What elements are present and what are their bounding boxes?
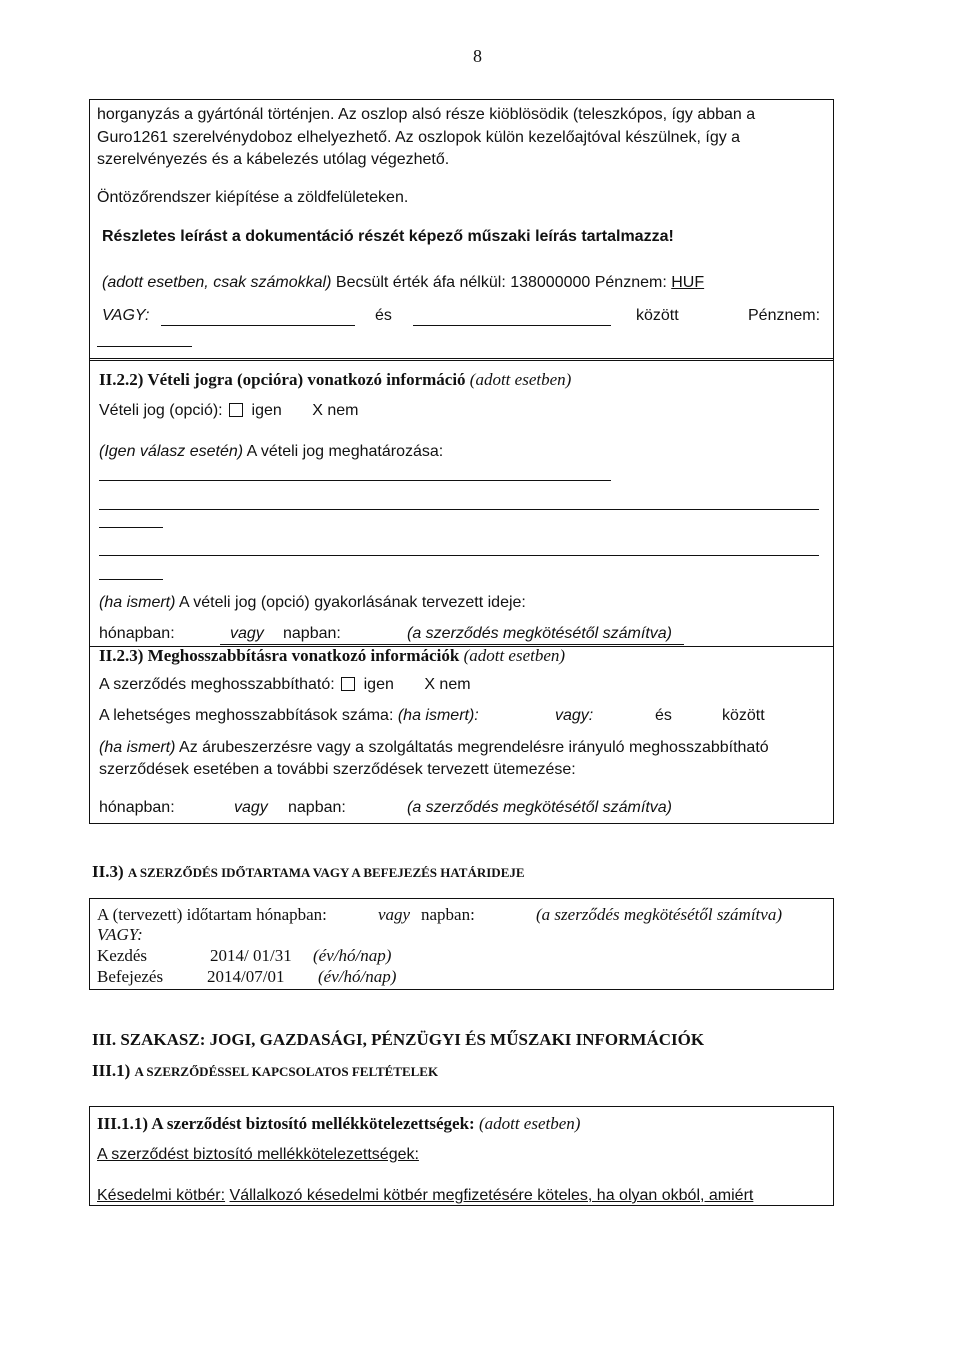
planned-duration-label: A (tervezett) időtartam hónapban: [97, 905, 327, 924]
end-date: 2014/07/01 [207, 967, 285, 986]
extension-known-row [99, 738, 769, 758]
extension-heading [99, 646, 565, 666]
start-label: Kezdés [97, 946, 148, 965]
extension-yes-checkbox[interactable] [341, 677, 355, 691]
section-3-1-text: A SZERZŐDÉSSEL KAPCSOLATOS FELTÉTELEK [134, 1064, 439, 1079]
definition-blank-1 [99, 480, 611, 481]
vagy-label: VAGY: [102, 307, 150, 324]
option-vagy: vagy [230, 625, 264, 642]
currency-label: Pénznem: [748, 307, 821, 324]
extension-known-text-1: Az árubeszerzésre vagy a szolgáltatás megrendelésre irányuló meghosszabbítható [179, 739, 769, 756]
extension-no-label: X nem [424, 676, 471, 693]
kozott-label: között [636, 307, 679, 324]
obligations-label: A szerződést biztosító mellékkötelezettségek: [97, 1146, 419, 1163]
option-yes-label: igen [251, 402, 282, 419]
option-definition-row [99, 442, 443, 462]
value-text: Becsült érték áfa nélkül: 138000000 Pénznem: [335, 274, 667, 291]
option-definition-label: A vételi jog meghatározása: [246, 443, 444, 460]
extension-months-label: hónapban: [99, 799, 175, 816]
desc-line-4: Öntözőrendszer kiépítése a zöldfelületeken. [97, 189, 409, 206]
option-days-label: napban: [283, 625, 341, 642]
duration-heading-text: A SZERZŐDÉS IDŐTARTAMA VAGY A BEFEJEZÉS HATÁRIDEJE [127, 865, 525, 880]
option-time-row [99, 593, 526, 613]
option-from-signing: (a szerződés megkötésétől számítva) [407, 625, 672, 642]
option-question-row [99, 401, 358, 421]
extension-count-label: A lehetséges meghosszabbítások száma: [99, 707, 394, 724]
definition-blank-3 [99, 527, 163, 528]
option-time-underline [220, 644, 684, 645]
option-heading-qualifier: (adott esetben) [469, 370, 572, 389]
duration-vagy: vagy [378, 905, 411, 924]
end-format: (év/hó/nap) [318, 967, 397, 986]
definition-blank-2 [99, 509, 819, 510]
extension-vagy-2: vagy [234, 799, 268, 816]
desc-line-3: szerelvényezés és a kábelezés utólag végezhető. [97, 151, 450, 168]
extension-question: A szerződés meghosszabbítható: [99, 676, 335, 693]
option-question: Vételi jog (opció): [99, 402, 223, 419]
duration-days-label: napban: [421, 905, 475, 924]
extension-days-label: napban: [288, 799, 346, 816]
extension-yes-label: igen [363, 676, 394, 693]
option-yes-qualifier: (Igen válasz esetén) [99, 443, 244, 460]
currency-value: HUF [671, 274, 705, 291]
estimated-value [102, 273, 704, 293]
penalty-text: Vállalkozó késedelmi kötbér megfizetésére köteles, ha olyan okból, amiért [229, 1187, 754, 1204]
obligations-heading-text: III.1.1) A szerződést biztosító mellékkötelezettségek: [97, 1114, 475, 1133]
obligations-heading-qualifier: (adott esetben) [478, 1114, 581, 1133]
value-qualifier: (adott esetben, csak számokkal) [102, 274, 332, 291]
penalty-row [97, 1186, 753, 1206]
extension-vagy: vagy: [555, 707, 594, 724]
extension-question-row [99, 675, 471, 695]
range-from-blank [161, 325, 355, 326]
extension-kozott: között [722, 707, 765, 724]
range-to-blank [413, 325, 611, 326]
currency-blank [97, 346, 192, 347]
extension-count-row [99, 706, 479, 726]
obligations-heading [97, 1114, 580, 1134]
end-label: Befejezés [97, 967, 164, 986]
es-label: és [375, 307, 392, 324]
extension-count-qualifier: (ha ismert): [397, 707, 479, 724]
extension-heading-text: II.2.3) Meghosszabbításra vonatkozó információk [99, 646, 460, 665]
extension-es: és [655, 707, 672, 724]
option-known-qualifier: (ha ismert) [99, 594, 176, 611]
section-3-1-heading [92, 1061, 438, 1082]
option-no-label: X nem [312, 402, 359, 419]
option-yes-checkbox[interactable] [229, 403, 243, 417]
duration-heading-number: II.3) [92, 862, 124, 881]
duration-from-signing: (a szerződés megkötésétől számítva) [536, 905, 782, 924]
section-3-1-number: III.1) [92, 1061, 131, 1080]
detail-note: Részletes leírást a dokumentáció részét képező műszaki leírás tartalmazza! [102, 228, 674, 245]
option-heading-text: II.2.2) Vételi jogra (opcióra) vonatkozó információ [99, 370, 466, 389]
definition-blank-5 [99, 579, 163, 580]
desc-line-1: horganyzás a gyártónál történjen. Az oszlop alsó része kiöblösödik (teleszkópos, így abban a [97, 106, 756, 123]
duration-heading [92, 862, 525, 883]
duration-vagy-caps: VAGY: [97, 925, 143, 944]
page-number: 8 [473, 46, 482, 66]
desc-line-2: Guro1261 szerelvénydoboz elhelyezhető. Az oszlopok külön kezelőajtóval készülnek, így a [97, 129, 741, 146]
option-heading [99, 370, 571, 390]
section-3-title: III. SZAKASZ: JOGI, GAZDASÁGI, PÉNZÜGYI ÉS MŰSZAKI INFORMÁCIÓK [92, 1030, 705, 1049]
option-time-label: A vételi jog (opció) gyakorlásának tervezett ideje: [179, 594, 526, 611]
definition-blank-4 [99, 555, 819, 556]
extension-heading-qualifier: (adott esetben) [463, 646, 566, 665]
penalty-label: Késedelmi kötbér: [97, 1187, 226, 1204]
option-months-label: hónapban: [99, 625, 175, 642]
start-date: 2014/ 01/31 [210, 946, 292, 965]
extension-known-text-2: szerződések esetében a további szerződések tervezett ütemezése: [99, 761, 576, 778]
extension-from-signing: (a szerződés megkötésétől számítva) [407, 799, 672, 816]
extension-known-qualifier: (ha ismert) [99, 739, 176, 756]
start-format: (év/hó/nap) [313, 946, 392, 965]
